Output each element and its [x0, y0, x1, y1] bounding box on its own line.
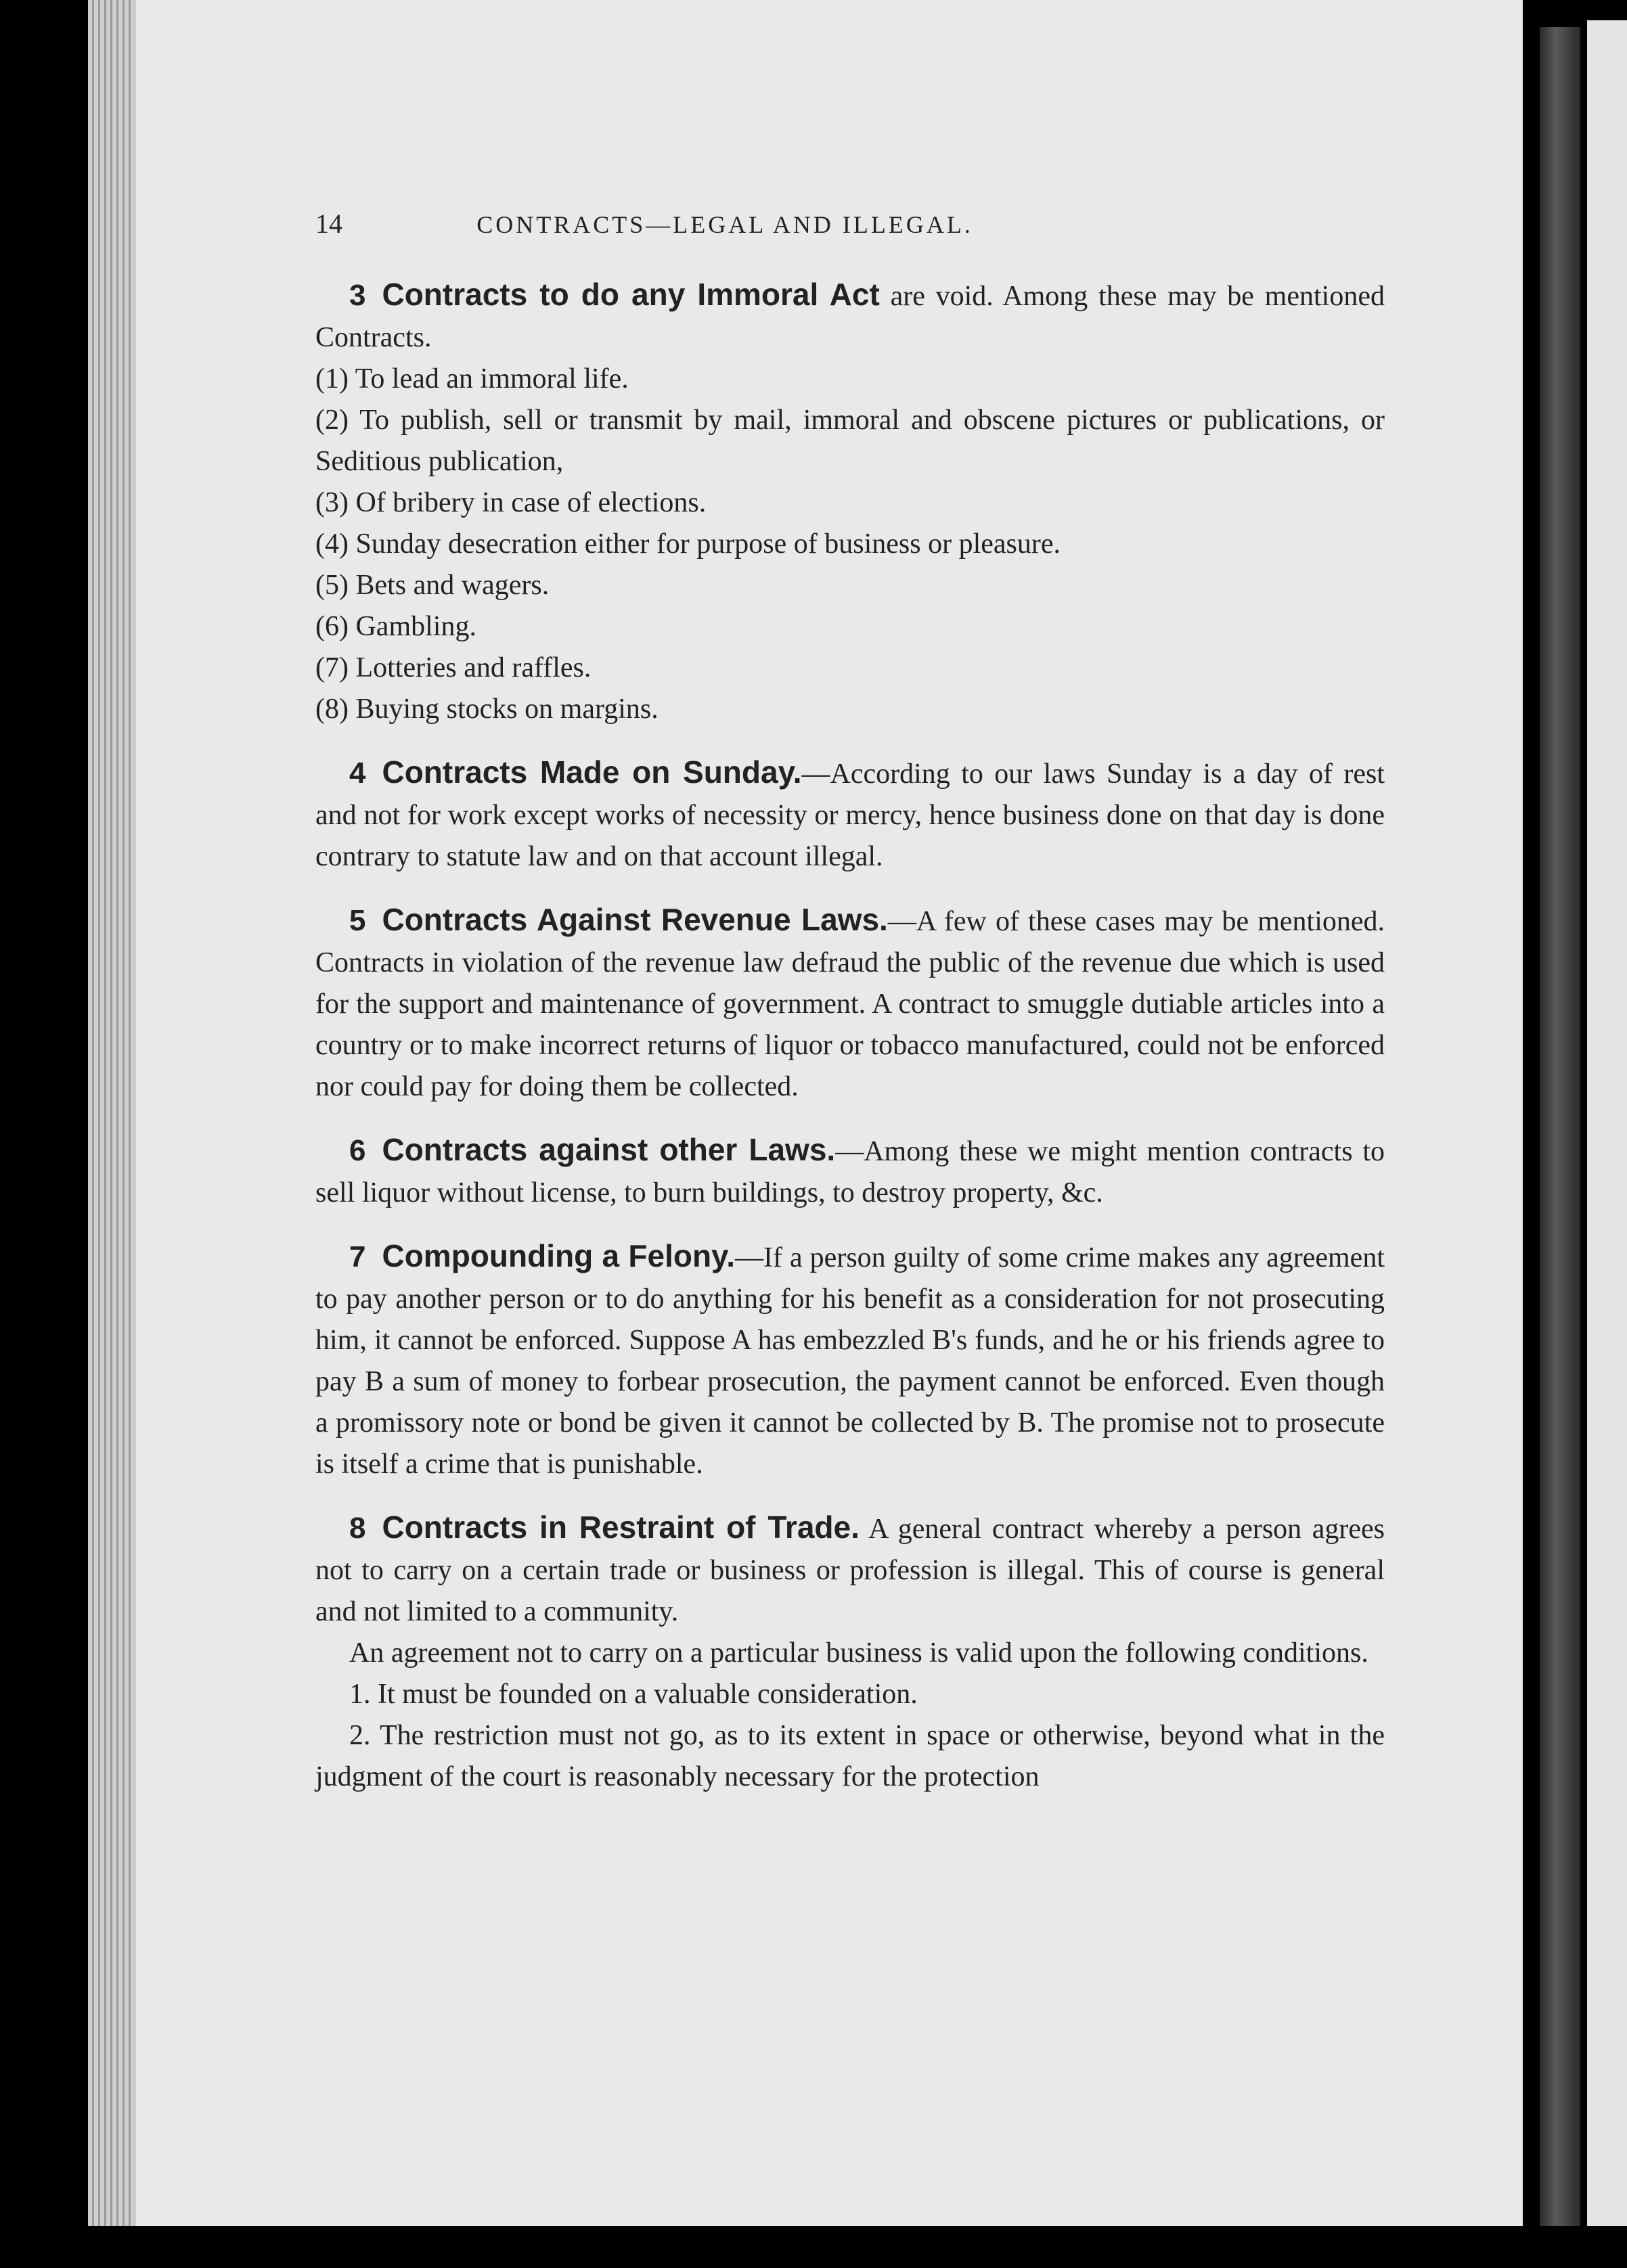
section-heading: Contracts Against Revenue Laws. — [382, 902, 888, 937]
section-text: A general contract whereby a person agrees not to carry on a certain trade or business or profession is illegal. This of course is general and not limited to a community. — [315, 1514, 1385, 1627]
section-number: 8 — [349, 1512, 366, 1545]
section-8 — [315, 1507, 1385, 1798]
section-5 — [315, 899, 1385, 1108]
section-heading: Contracts against other Laws. — [382, 1132, 836, 1167]
section-6 — [315, 1129, 1385, 1214]
facing-page-margin — [1587, 20, 1627, 2226]
section-heading: Compounding a Felony. — [382, 1238, 735, 1273]
section-number: 4 — [349, 756, 366, 790]
list-item: (4) Sunday desecration either for purpose of business or pleasure. — [315, 528, 1061, 560]
section-heading: Contracts Made on Sunday. — [382, 754, 802, 790]
condition-item: 2. The restriction must not go, as to its extent in space or otherwise, beyond what in the judgment of the court is reasonably necessary for the protection — [315, 1720, 1385, 1792]
facing-page-edge — [1540, 27, 1580, 2226]
section-3 — [315, 274, 1385, 730]
running-head — [315, 203, 1385, 246]
page-text — [315, 203, 1385, 1819]
section-7 — [315, 1235, 1385, 1485]
section-4 — [315, 752, 1385, 878]
list-item: (7) Lotteries and raffles. — [315, 652, 592, 683]
list-item: (1) To lead an immoral life. — [315, 363, 629, 394]
section-text: —Among these we might mention contracts to sell liquor without license, to burn buildings, to destroy property, &c. — [315, 1136, 1385, 1208]
list-item: (2) To publish, sell or transmit by mail, immoral and obscene pictures or publications, or Seditious publication, — [315, 405, 1385, 477]
section-text: are void. Among these may be mentioned Contracts. — [315, 281, 1385, 353]
section-number: 3 — [349, 279, 366, 312]
section-number: 6 — [349, 1134, 366, 1167]
list-item: (8) Buying stocks on margins. — [315, 694, 659, 725]
list-item: (6) Gambling. — [315, 611, 476, 642]
condition-item: 1. It must be founded on a valuable consideration. — [349, 1679, 918, 1710]
page-number: 14 — [315, 208, 342, 239]
list-item: (3) Of bribery in case of elections. — [315, 487, 707, 518]
running-title: CONTRACTS—LEGAL AND ILLEGAL. — [476, 211, 973, 238]
page-edges — [88, 0, 135, 2226]
section-text: —If a person guilty of some crime makes any agreement to pay another person or to do anything for his benefit as a consideration for not prosecuting him, it cannot be enforced. Suppose A has embezzled B's funds, and he or his friends agree to pay B a sum of money to forbear prosecution, the payment cannot be enforced. Even though a promissory note or bond be given it cannot be collected by B. The promise not to prosecute is itself a crime that is punishable. — [315, 1242, 1385, 1480]
section-number: 7 — [349, 1240, 366, 1273]
section-heading: Contracts to do any Immoral Act — [382, 277, 880, 312]
paragraph: An agreement not to carry on a particular business is valid upon the following conditions. — [349, 1637, 1368, 1669]
section-text: —According to our laws Sunday is a day of rest and not for work except works of necessity or mercy, hence business done on that day is done contrary to statute law and on that account illegal. — [315, 758, 1385, 872]
list-item: (5) Bets and wagers. — [315, 570, 550, 601]
section-number: 5 — [349, 904, 366, 937]
section-text: —A few of these cases may be mentioned. Contracts in violation of the revenue law defraud the public of the revenue due which is used for the support and maintenance of government. A contract to smuggle dutiable articles into a country or to make incorrect returns of liquor or tobacco manufactured, could not be enforced nor could pay for doing them be collected. — [315, 906, 1385, 1102]
section-heading: Contracts in Restraint of Trade. — [382, 1510, 860, 1545]
